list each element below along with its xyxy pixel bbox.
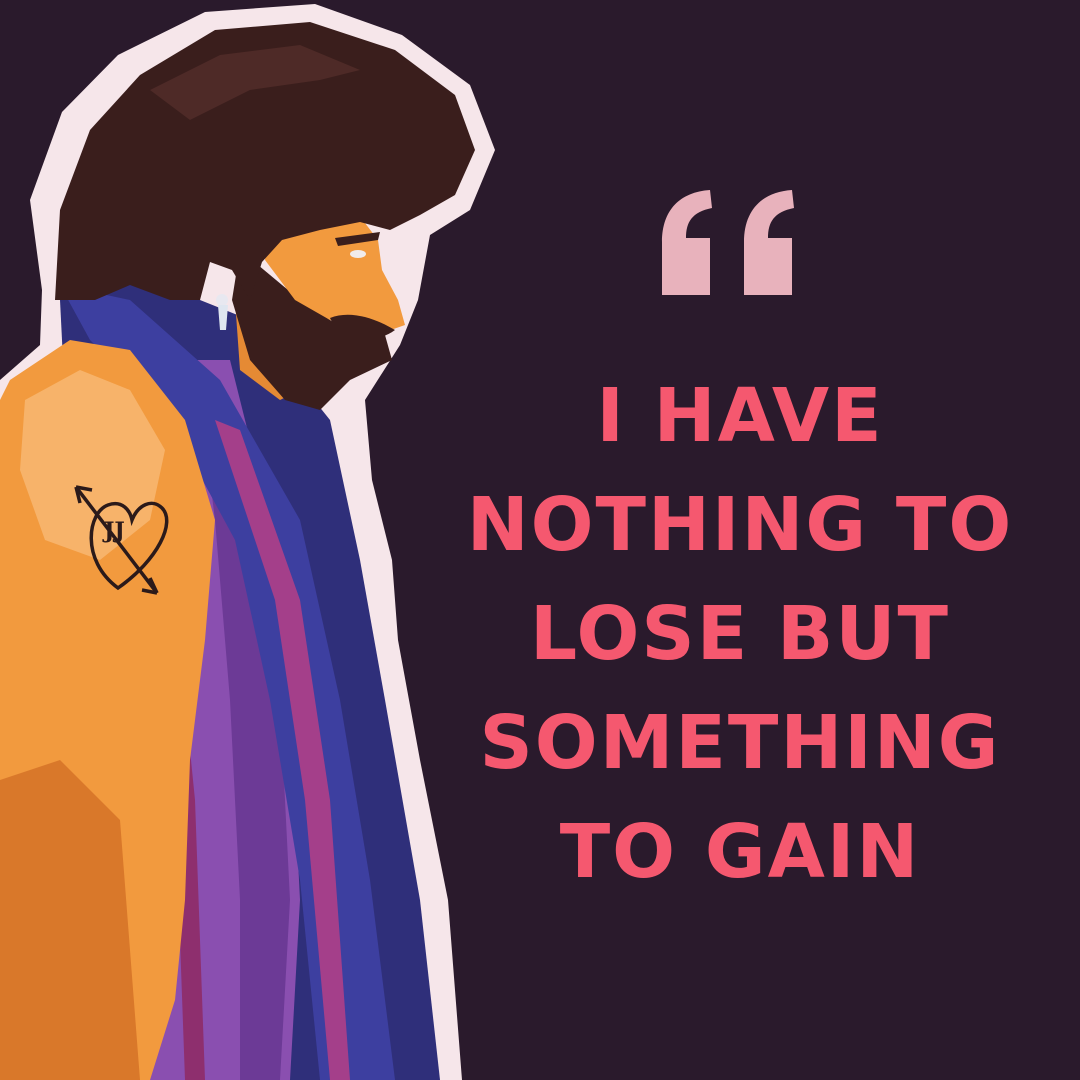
earring-stud: [216, 294, 228, 306]
quote-line-1: I HAVE: [596, 373, 884, 459]
opening-quote-mark-icon: [652, 180, 812, 310]
quote-line-3: LOSE BUT: [529, 591, 950, 677]
quote-line-4: SOMETHING: [479, 700, 1001, 786]
tattoo-initials: JJ: [104, 518, 125, 544]
quote-line-2: NOTHING TO: [466, 482, 1014, 568]
eye: [350, 250, 366, 258]
quote-line-5: TO GAIN: [559, 809, 921, 895]
quote-text: [430, 362, 1050, 907]
